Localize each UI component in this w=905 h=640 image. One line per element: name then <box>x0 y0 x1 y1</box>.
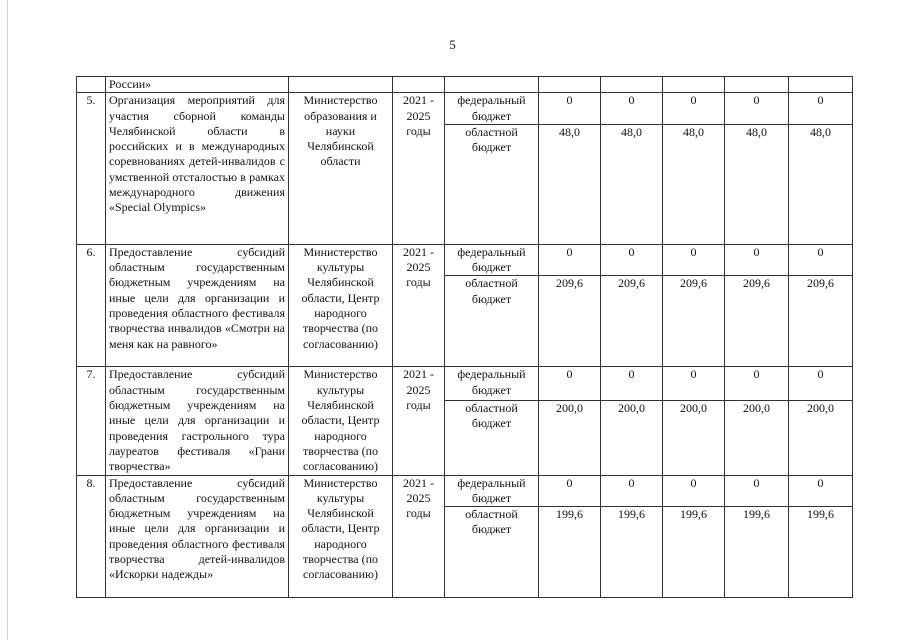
executor-cell: Министерство культуры Челябинской области, Центр народного творчества (по согласованию) <box>289 367 393 475</box>
amount-cell: 199,6 <box>663 507 725 598</box>
amount-cell: 199,6 <box>601 507 663 598</box>
amount-cell: 0 <box>663 244 725 276</box>
funding-source: областной бюджет <box>445 401 539 475</box>
continuation-text: России» <box>106 77 289 93</box>
amount-cell: 0 <box>789 367 853 401</box>
program-activities-table <box>76 76 853 598</box>
row-number: 7. <box>77 367 106 475</box>
amount-cell: 199,6 <box>789 507 853 598</box>
amount-cell: 0 <box>539 244 601 276</box>
amount-cell: 0 <box>601 93 663 125</box>
amount-cell: 209,6 <box>663 276 725 367</box>
period-cell: 2021 - 2025 годы <box>393 244 445 367</box>
amount-cell: 48,0 <box>789 124 853 244</box>
amount-cell: 0 <box>725 367 789 401</box>
amount-cell: 0 <box>725 93 789 125</box>
amount-cell: 0 <box>539 93 601 125</box>
row-number: 6. <box>77 244 106 367</box>
amount-cell: 0 <box>539 367 601 401</box>
continuation-row <box>77 77 853 93</box>
amount-cell: 200,0 <box>663 401 725 475</box>
funding-source: федеральный бюджет <box>445 475 539 507</box>
amount-cell: 0 <box>789 93 853 125</box>
row-number: 5. <box>77 93 106 245</box>
amount-cell: 48,0 <box>725 124 789 244</box>
amount-cell: 0 <box>789 244 853 276</box>
funding-source: федеральный бюджет <box>445 367 539 401</box>
amount-cell: 209,6 <box>539 276 601 367</box>
amount-cell: 200,0 <box>725 401 789 475</box>
activity-description: Предоставление субсидий областным государственным бюджетным учреждениям на иные цели для организации и проведения гастрольного тура лауреатов фестиваля «Грани творчества» <box>106 367 289 475</box>
table-row <box>77 475 853 507</box>
amount-cell: 0 <box>663 475 725 507</box>
amount-cell: 0 <box>663 367 725 401</box>
amount-cell: 48,0 <box>539 124 601 244</box>
amount-cell: 0 <box>725 244 789 276</box>
row-number: 8. <box>77 475 106 598</box>
amount-cell: 0 <box>789 475 853 507</box>
amount-cell: 199,6 <box>725 507 789 598</box>
table-row <box>77 367 853 401</box>
scan-edge-line <box>7 0 8 640</box>
amount-cell: 0 <box>539 475 601 507</box>
funding-source: областной бюджет <box>445 507 539 598</box>
activity-description: Предоставление субсидий областным государственным бюджетным учреждениям на иные цели для организации и проведения областного фестиваля творчества инвалидов «Смотри на меня как на равного» <box>106 244 289 367</box>
executor-cell: Министерство культуры Челябинской области, Центр народного творчества (по согласованию) <box>289 475 393 598</box>
amount-cell: 0 <box>725 475 789 507</box>
amount-cell: 209,6 <box>725 276 789 367</box>
amount-cell: 0 <box>663 93 725 125</box>
amount-cell: 200,0 <box>539 401 601 475</box>
executor-cell: Министерство образования и науки Челябинской области <box>289 93 393 245</box>
amount-cell: 200,0 <box>789 401 853 475</box>
activity-description: Предоставление субсидий областным государственным бюджетным учреждениям на иные цели для организации и проведения областного фестиваля творчества детей-инвалидов «Искорки надежды» <box>106 475 289 598</box>
amount-cell: 209,6 <box>601 276 663 367</box>
funding-source: областной бюджет <box>445 276 539 367</box>
executor-cell: Министерство культуры Челябинской области, Центр народного творчества (по согласованию) <box>289 244 393 367</box>
funding-source: федеральный бюджет <box>445 93 539 125</box>
amount-cell: 209,6 <box>789 276 853 367</box>
table-row <box>77 244 853 276</box>
activity-description: Организация мероприятий для участия сборной команды Челябинской области в российских и в международных соревнованиях детей-инвалидов с умственной отсталостью в рамках международного движения «Special Olympics» <box>106 93 289 245</box>
page-number: 5 <box>449 37 456 52</box>
period-cell: 2021 - 2025 годы <box>393 367 445 475</box>
period-cell: 2021 - 2025 годы <box>393 475 445 598</box>
amount-cell: 199,6 <box>539 507 601 598</box>
amount-cell: 200,0 <box>601 401 663 475</box>
amount-cell: 48,0 <box>601 124 663 244</box>
table-row <box>77 93 853 125</box>
period-cell: 2021 - 2025 годы <box>393 93 445 245</box>
amount-cell: 48,0 <box>663 124 725 244</box>
amount-cell: 0 <box>601 367 663 401</box>
funding-source: областной бюджет <box>445 124 539 244</box>
amount-cell: 0 <box>601 244 663 276</box>
amount-cell: 0 <box>601 475 663 507</box>
funding-source: федеральный бюджет <box>445 244 539 276</box>
